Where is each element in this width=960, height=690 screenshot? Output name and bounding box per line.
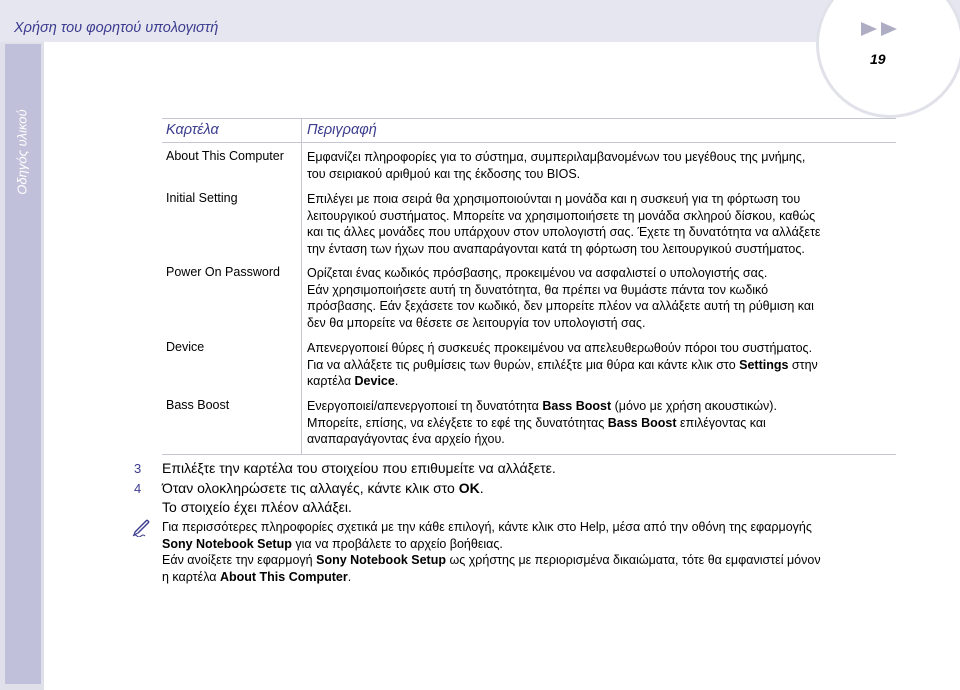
sidebar-label: Οδηγός υλικού bbox=[14, 109, 30, 195]
table-row-description bbox=[307, 191, 897, 257]
step-number: 4 bbox=[134, 481, 142, 496]
column-header-tab: Καρτέλα bbox=[166, 122, 219, 138]
text-line: και τις άλλες μονάδες που υπάρχουν στον υπολογιστή σας. Έχετε τη δυνατότητα να αλλάξετε bbox=[307, 225, 821, 239]
pencil-note-icon bbox=[131, 517, 153, 537]
table-header-rule bbox=[162, 142, 896, 143]
page-navigation bbox=[861, 22, 897, 36]
step-text: Όταν ολοκληρώσετε τις αλλαγές, κάντε κλικ στο OK. bbox=[162, 480, 484, 496]
text-line: δεν θα μπορείτε να θέσετε σε λειτουργία τον υπολογιστή σας. bbox=[307, 315, 646, 330]
text-line: λειτουργικού συστήματος. Μπορείτε να χρησιμοποιήσετε τη μονάδα σκληρού δίσκου, καθώς bbox=[307, 208, 816, 223]
next-page-arrow-icon[interactable] bbox=[861, 22, 877, 36]
text-line: Ορίζεται ένας κωδικός πρόσβασης, προκειμένου να ασφαλιστεί ο υπολογιστής σας. bbox=[307, 266, 768, 280]
table-row-description bbox=[307, 398, 897, 448]
text-line: Για να αλλάξετε τις ρυθμίσεις των θυρών, επιλέξτε μια θύρα και κάντε κλικ στο Settings στην bbox=[307, 357, 818, 372]
text-line: αναπαραγάγοντας ένα αρχείο ήχου. bbox=[307, 432, 505, 446]
step-result-text: Το στοιχείο έχει πλέον αλλάξει. bbox=[162, 499, 352, 515]
table-column-divider bbox=[301, 118, 302, 454]
table-row-tab: Bass Boost bbox=[166, 398, 230, 412]
text-line: Εάν χρησιμοποιήσετε αυτή τη δυνατότητα, θα πρέπει να θυμάστε πάντα τον κωδικό bbox=[307, 282, 769, 297]
text-line: Εάν ανοίξετε την εφαρμογή Sony Notebook Setup ως χρήστης με περιορισμένα δικαιώματα, τότε θα εμφανιστεί μόνον bbox=[162, 553, 821, 567]
step-text: Επιλέξτε την καρτέλα του στοιχείου που επιθυμείτε να αλλάξετε. bbox=[162, 460, 556, 476]
page-number: 19 bbox=[870, 51, 886, 67]
next-page-arrow-icon[interactable] bbox=[881, 22, 897, 36]
text-line: του σειριακού αριθμού και της έκδοσης του BIOS. bbox=[307, 166, 581, 181]
text-line: Απενεργοποιεί θύρες ή συσκευές προκειμένου να απελευθερωθούν πόροι του συστήματος. bbox=[307, 341, 813, 355]
sidebar bbox=[0, 42, 44, 690]
document-title: Χρήση του φορητού υπολογιστή bbox=[14, 20, 219, 36]
table-row-tab: Initial Setting bbox=[166, 191, 238, 205]
text-line: Μπορείτε, επίσης, να ελέγξετε το εφέ της δυνατότητας Bass Boost επιλέγοντας και bbox=[307, 415, 766, 430]
table-row-tab: Device bbox=[166, 340, 205, 354]
text-line: Για περισσότερες πληροφορίες σχετικά με την κάθε επιλογή, κάντε κλικ στο Help, μέσα από την οθόνη της εφαρμογής bbox=[162, 520, 812, 534]
text-line: Εμφανίζει πληροφορίες για το σύστημα, συμπεριλαμβανομένων του μεγέθους της μνήμης, bbox=[307, 150, 806, 164]
text-line: Επιλέγει με ποια σειρά θα χρησιμοποιούνται η μονάδα και η συσκευή για τη φόρτωση του bbox=[307, 192, 801, 206]
page-circle-decoration bbox=[816, 0, 960, 118]
text-line: την ένταση των ήχων που αναπαράγονται κατά τη φόρτωση του λειτουργικού συστήματος. bbox=[307, 241, 805, 256]
table-row-description bbox=[307, 340, 897, 390]
text-line: Sony Notebook Setup για να προβάλετε το αρχείο βοήθειας. bbox=[162, 536, 503, 551]
table-bottom-rule bbox=[162, 454, 896, 455]
step-number: 3 bbox=[134, 461, 142, 476]
table-row-description bbox=[307, 265, 897, 331]
text-line: η καρτέλα About This Computer. bbox=[162, 569, 352, 584]
table-row-description bbox=[307, 149, 897, 182]
column-header-description: Περιγραφή bbox=[307, 122, 377, 138]
table-row-tab: Power On Password bbox=[166, 265, 280, 279]
text-line: πρόσβασης. Εάν ξεχάσετε τον κωδικό, δεν μπορείτε πλέον να αλλάξετε αυτή τη ρύθμιση και bbox=[307, 299, 814, 313]
text-line: καρτέλα Device. bbox=[307, 374, 399, 388]
text-line: Ενεργοποιεί/απενεργοποιεί τη δυνατότητα Bass Boost (μόνο με χρήση ακουστικών). bbox=[307, 399, 777, 413]
table-top-rule bbox=[162, 118, 896, 119]
table-row-tab: About This Computer bbox=[166, 149, 284, 163]
note-text bbox=[162, 519, 821, 585]
